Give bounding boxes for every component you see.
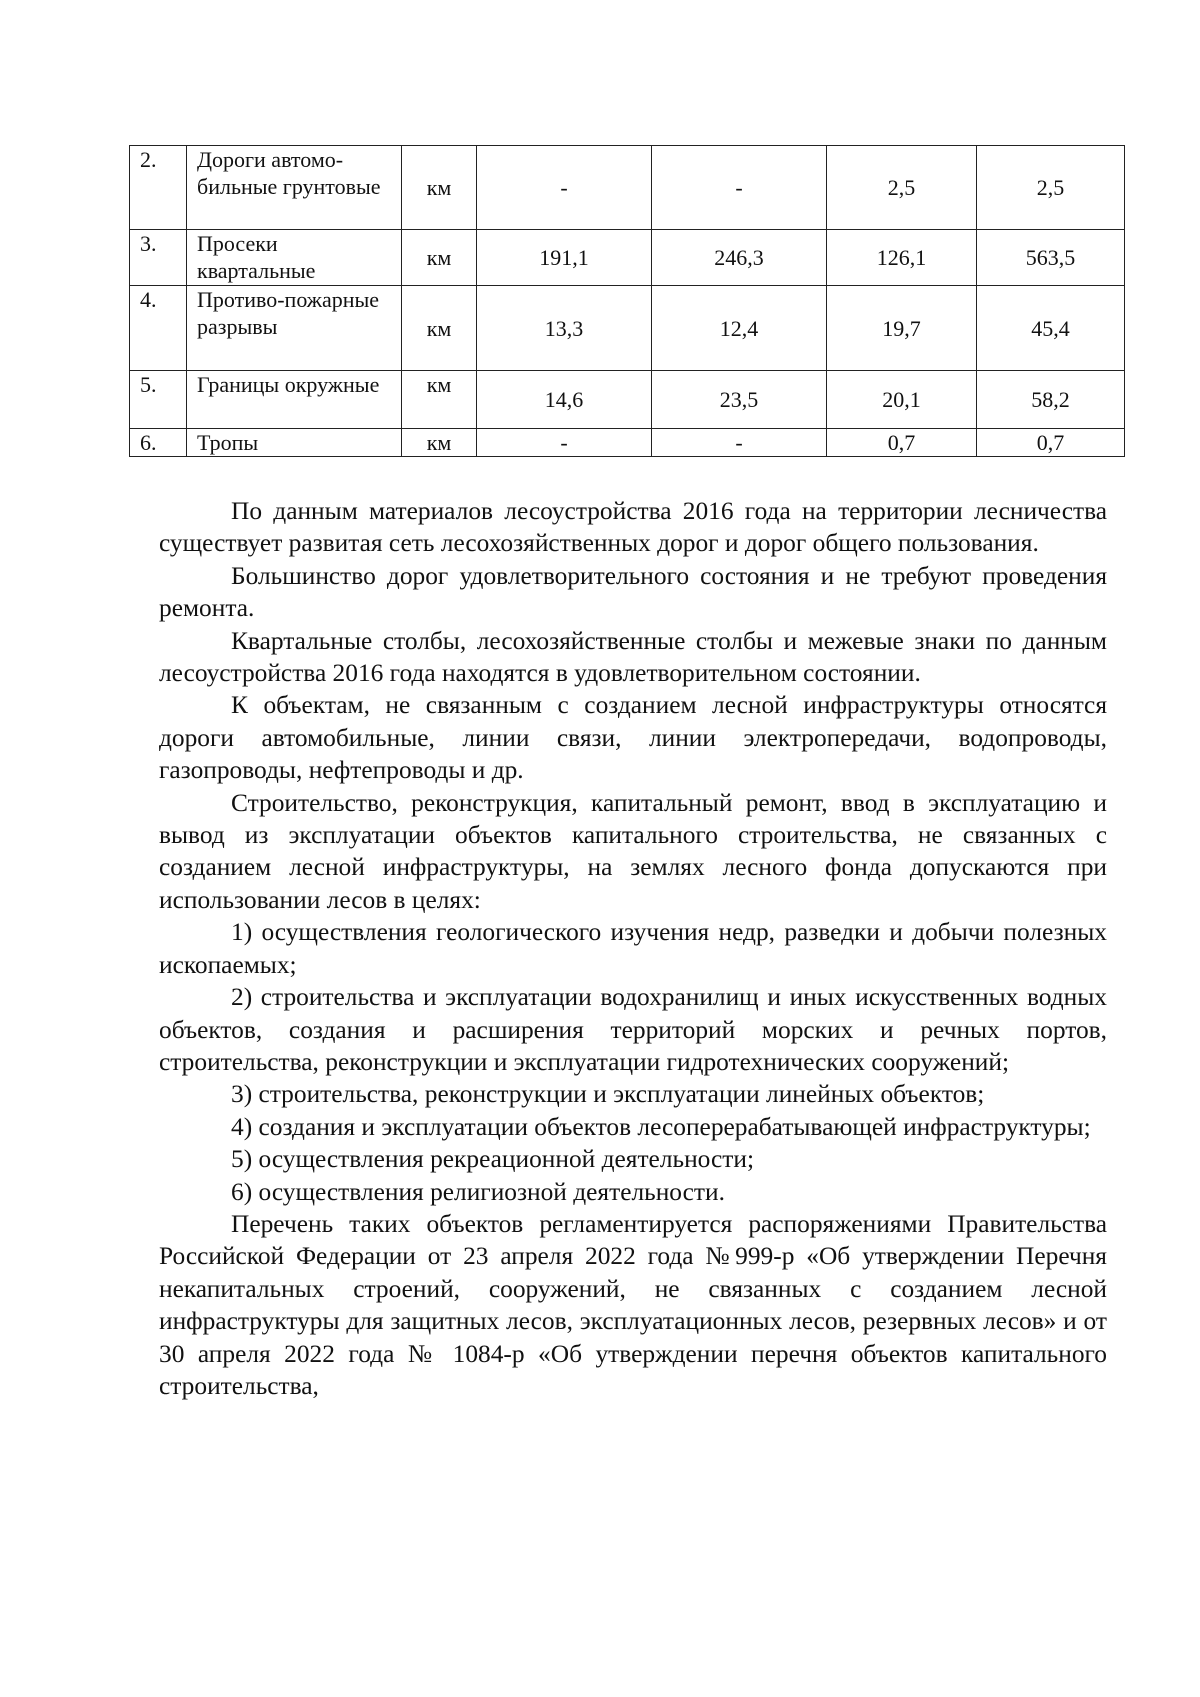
- row-value-2: -: [652, 146, 827, 230]
- row-value-3: 126,1: [827, 230, 977, 286]
- row-name: Границы окружные: [187, 371, 402, 429]
- list-item: 5) осуществления рекреационной деятельности;: [231, 1145, 755, 1174]
- paragraph: По данным материалов лесоустройства 2016 года на территории лесничества существует развитая сеть лесохозяйственных дорог и дорог общего пользования.: [159, 497, 1107, 558]
- paragraph: Строительство, реконструкция, капитальный ремонт, ввод в эксплуатацию и вывод из эксплуатации объектов капитального строительства, не связанных с созданием лесной инфраструктуры, на землях лесного фонда допускаются при использовании лесов в целях:: [159, 788, 1107, 914]
- row-unit: км: [402, 371, 477, 429]
- row-number: 6.: [130, 429, 187, 457]
- paragraph: Большинство дорог удовлетворительного состояния и не требуют проведения ремонта.: [159, 561, 1107, 623]
- table-row: [130, 230, 1125, 286]
- list-item: 1) осуществления геологического изучения недр, разведки и добычи полезных ископаемых;: [159, 918, 1107, 979]
- row-unit: км: [402, 230, 477, 286]
- row-name: Противо-пожарные разрывы: [187, 286, 402, 371]
- row-value-1: -: [477, 146, 652, 230]
- row-name: Просеки квартальные: [187, 230, 402, 286]
- row-value-4: 2,5: [977, 146, 1125, 230]
- table-row: [130, 371, 1125, 429]
- row-value-3: 19,7: [827, 286, 977, 371]
- paragraph: Перечень таких объектов регламентируется распоряжениями Правительства Российской Федерации от 23 апреля 2022 года №999-р «Об утверждении Перечня некапитальных строений, сооружений, не связанных с созданием лесной инфраструктуры для защитных лесов, эксплуатационных лесов, резервных лесов» и от 30 апреля 2022 года № 1084-р «Об утверждении перечня объектов капитального строительства,: [159, 1209, 1107, 1400]
- row-value-1: -: [477, 429, 652, 457]
- row-value-3: 0,7: [827, 429, 977, 457]
- row-value-4: 0,7: [977, 429, 1125, 457]
- row-number: 3.: [130, 230, 187, 286]
- table-row: [130, 286, 1125, 371]
- body-text: [159, 495, 1107, 1402]
- row-number: 2.: [130, 146, 187, 230]
- row-unit: км: [402, 146, 477, 230]
- row-value-2: -: [652, 429, 827, 457]
- row-value-4: 45,4: [977, 286, 1125, 371]
- row-unit: км: [402, 286, 477, 371]
- table-row: [130, 429, 1125, 457]
- row-value-2: 23,5: [652, 371, 827, 429]
- row-name: Тропы: [187, 429, 402, 457]
- row-value-1: 13,3: [477, 286, 652, 371]
- row-value-2: 246,3: [652, 230, 827, 286]
- list-item: 6) осуществления религиозной деятельности.: [231, 1177, 725, 1206]
- list-item: 4) создания и эксплуатации объектов лесоперерабатывающей инфраструктуры;: [231, 1112, 1091, 1141]
- row-value-3: 2,5: [827, 146, 977, 230]
- row-number: 5.: [130, 371, 187, 429]
- roads-table: [129, 145, 1125, 457]
- list-item: 2) строительства и эксплуатации водохранилищ и иных искусственных водных объектов, создания и расширения территорий морских и речных портов, строительства, реконструкции и эксплуатации гидротехнических сооружений;: [159, 983, 1107, 1076]
- row-value-3: 20,1: [827, 371, 977, 429]
- row-unit: км: [402, 429, 477, 457]
- paragraph: К объектам, не связанным с созданием лесной инфраструктуры относятся дороги автомобильные, линии связи, линии электропередачи, водопроводы, газопроводы, нефтепроводы и др.: [159, 691, 1107, 785]
- table-row: [130, 146, 1125, 230]
- row-value-4: 58,2: [977, 371, 1125, 429]
- row-value-1: 191,1: [477, 230, 652, 286]
- row-value-4: 563,5: [977, 230, 1125, 286]
- list-item: 3) строительства, реконструкции и эксплуатации линейных объектов;: [231, 1080, 985, 1109]
- paragraph: Квартальные столбы, лесохозяйственные столбы и межевые знаки по данным лесоустройства 2016 года находятся в удовлетворительном состоянии.: [159, 626, 1107, 688]
- row-number: 4.: [130, 286, 187, 371]
- row-name: Дороги автомо-бильные грунтовые: [187, 146, 402, 230]
- row-value-1: 14,6: [477, 371, 652, 429]
- row-value-2: 12,4: [652, 286, 827, 371]
